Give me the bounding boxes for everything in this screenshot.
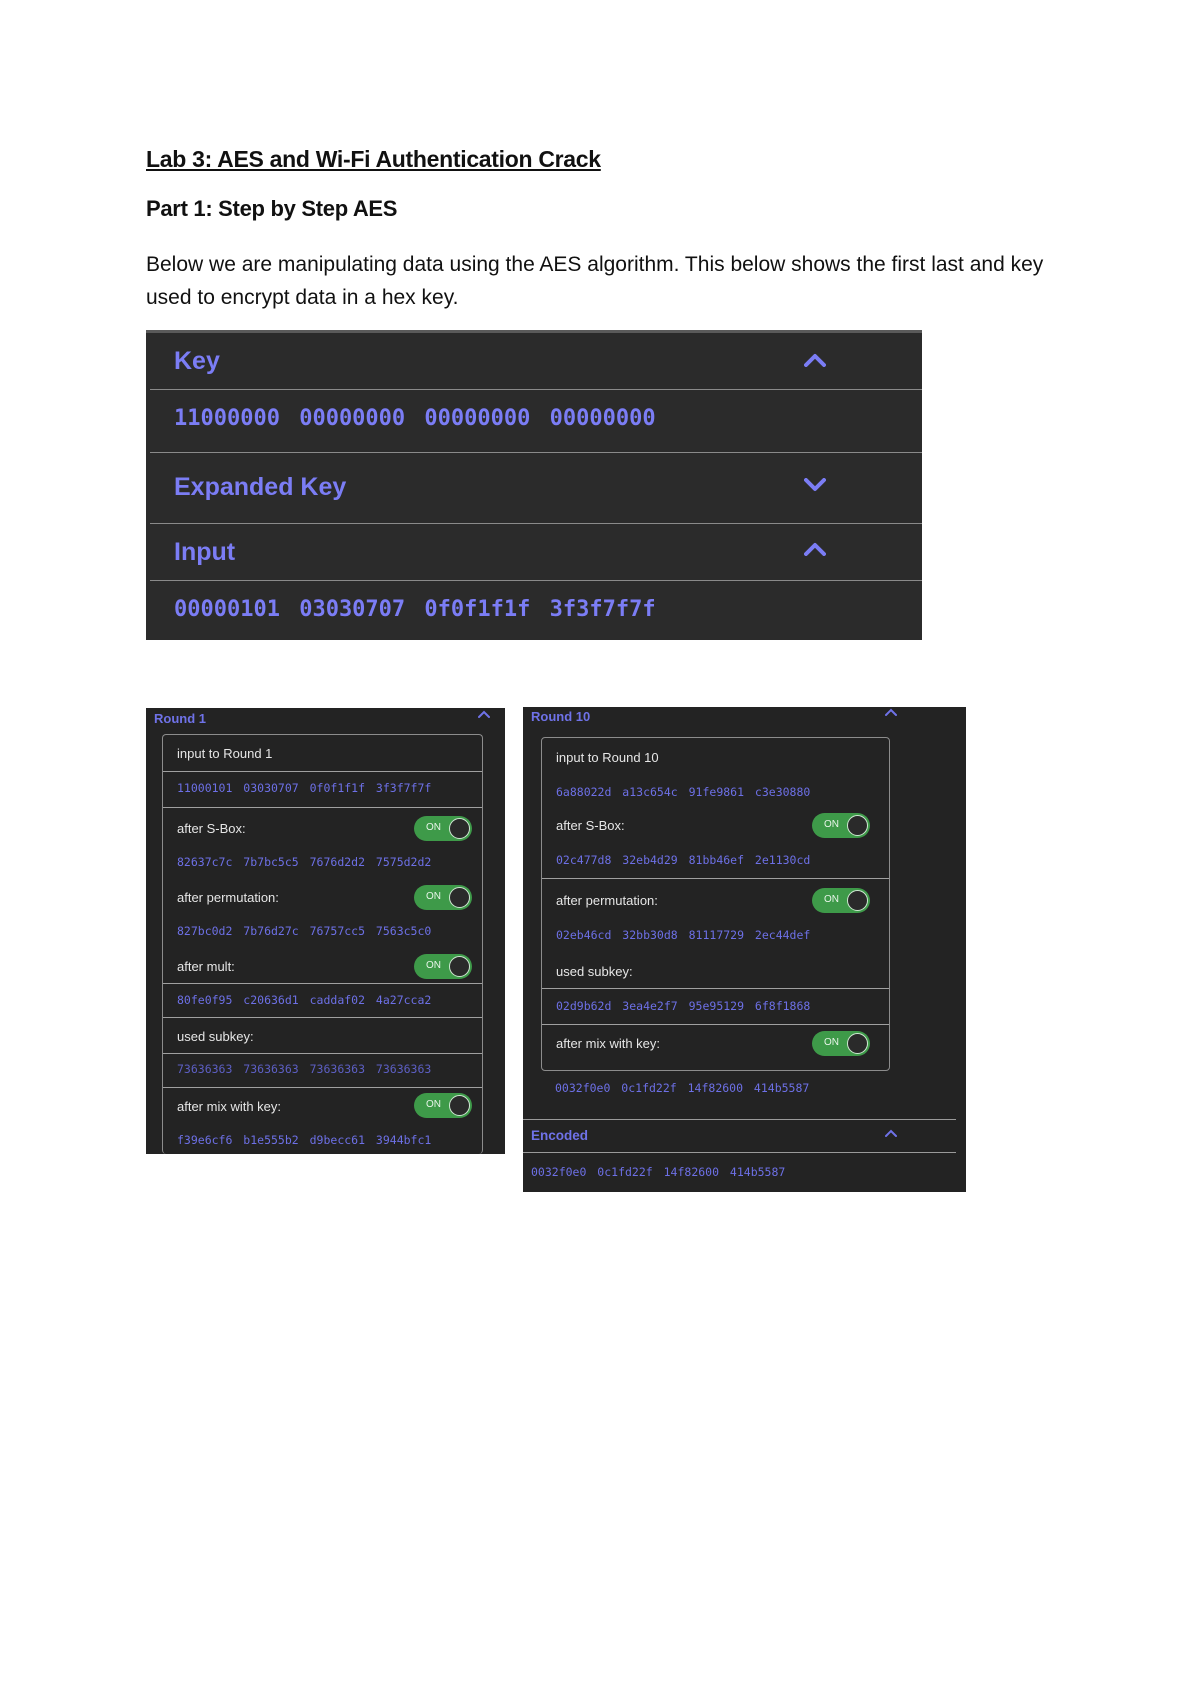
round-10-mix-label: after mix with key: — [556, 1036, 661, 1051]
round-1-perm-label: after permutation: — [177, 890, 279, 905]
input-label: Input — [174, 538, 236, 566]
encoded-label: Encoded — [531, 1128, 589, 1143]
round-1-perm-value: 827bc0d2 7b76d27c 76757cc5 7563c5c0 — [177, 924, 432, 938]
intro-paragraph: Below we are manipulating data using the AES algorithm. This below shows the first last and key used to encrypt data in a hex key. — [146, 253, 1044, 309]
section-heading: Part 1: Step by Step AES — [146, 196, 398, 221]
round-10-sbox-value: 02c477d8 32eb4d29 81bb46ef 2e1130cd — [556, 853, 811, 867]
mix-toggle[interactable] — [812, 1031, 870, 1056]
key-label: Key — [174, 347, 220, 375]
round-1-mult-label: after mult: — [177, 959, 235, 974]
input-value: 00000101 03030707 0f0f1f1f 3f3f7f7f — [174, 597, 656, 622]
expanded-key-header[interactable] — [150, 453, 922, 524]
aes-key-panel — [146, 330, 922, 640]
permutation-toggle[interactable] — [812, 888, 870, 913]
round-1-sbox-label: after S-Box: — [177, 821, 246, 836]
chevron-up-icon[interactable] — [885, 1129, 897, 1138]
round-10-perm-value: 02eb46cd 32bb30d8 81117729 2ec44def — [556, 928, 811, 942]
key-section-header[interactable] — [150, 333, 922, 390]
round-1-mix-label: after mix with key: — [177, 1099, 282, 1114]
round-10-input-label: input to Round 10 — [556, 750, 659, 765]
round-10-subkey-value: 02d9b62d 3ea4e2f7 95e95129 6f8f1868 — [556, 999, 811, 1013]
round-1-steps — [162, 734, 483, 1154]
round-10-input-value: 6a88022d a13c654c 91fe9861 c3e30880 — [556, 785, 811, 799]
round-10-steps — [541, 737, 890, 1071]
expanded-key-label: Expanded Key — [174, 473, 347, 501]
round-10-sbox-label: after S-Box: — [556, 818, 625, 833]
mix-toggle[interactable] — [414, 1093, 472, 1118]
chevron-down-icon[interactable] — [804, 478, 826, 492]
key-value-row — [150, 390, 922, 453]
chevron-up-icon[interactable] — [478, 710, 490, 719]
round-1-mix-value: f39e6cf6 b1e555b2 d9becc61 3944bfc1 — [177, 1133, 432, 1147]
round-1-mult-value: 80fe0f95 c20636d1 caddaf02 4a27cca2 — [177, 993, 432, 1007]
chevron-up-icon[interactable] — [885, 708, 897, 717]
sbox-toggle[interactable] — [414, 816, 472, 841]
sbox-toggle[interactable] — [812, 813, 870, 838]
round-1-title: Round 1 — [154, 711, 206, 726]
toggle-on-label: ON — [426, 891, 441, 902]
round-10-subkey-label: used subkey: — [556, 964, 633, 979]
chevron-up-icon[interactable] — [804, 353, 826, 367]
encoded-value: 0032f0e0 0c1fd22f 14f82600 414b5587 — [531, 1165, 786, 1179]
chevron-up-icon[interactable] — [804, 542, 826, 556]
round-1-sbox-value: 82637c7c 7b7bc5c5 7676d2d2 7575d2d2 — [177, 855, 432, 869]
toggle-on-label: ON — [824, 894, 839, 905]
mult-toggle[interactable] — [414, 954, 472, 979]
round-10-panel — [523, 707, 966, 1192]
key-value: 11000000 00000000 00000000 00000000 — [174, 406, 656, 431]
round-1-subkey-label: used subkey: — [177, 1029, 254, 1044]
document-title: Lab 3: AES and Wi-Fi Authentication Crack — [146, 146, 601, 172]
round-10-mix-value: 0032f0e0 0c1fd22f 14f82600 414b5587 — [555, 1081, 810, 1095]
toggle-on-label: ON — [426, 1099, 441, 1110]
toggle-on-label: ON — [824, 819, 839, 830]
round-10-perm-label: after permutation: — [556, 893, 658, 908]
toggle-on-label: ON — [426, 822, 441, 833]
round-1-panel — [146, 708, 505, 1154]
round-1-subkey-value: 73636363 73636363 73636363 73636363 — [177, 1062, 432, 1076]
input-value-row — [150, 581, 922, 643]
round-1-input-label: input to Round 1 — [177, 746, 273, 761]
round-1-input-value: 11000101 03030707 0f0f1f1f 3f3f7f7f — [177, 781, 432, 795]
toggle-on-label: ON — [426, 960, 441, 971]
input-section-header[interactable] — [150, 524, 922, 581]
round-10-title: Round 10 — [531, 709, 591, 724]
permutation-toggle[interactable] — [414, 885, 472, 910]
toggle-on-label: ON — [824, 1037, 839, 1048]
